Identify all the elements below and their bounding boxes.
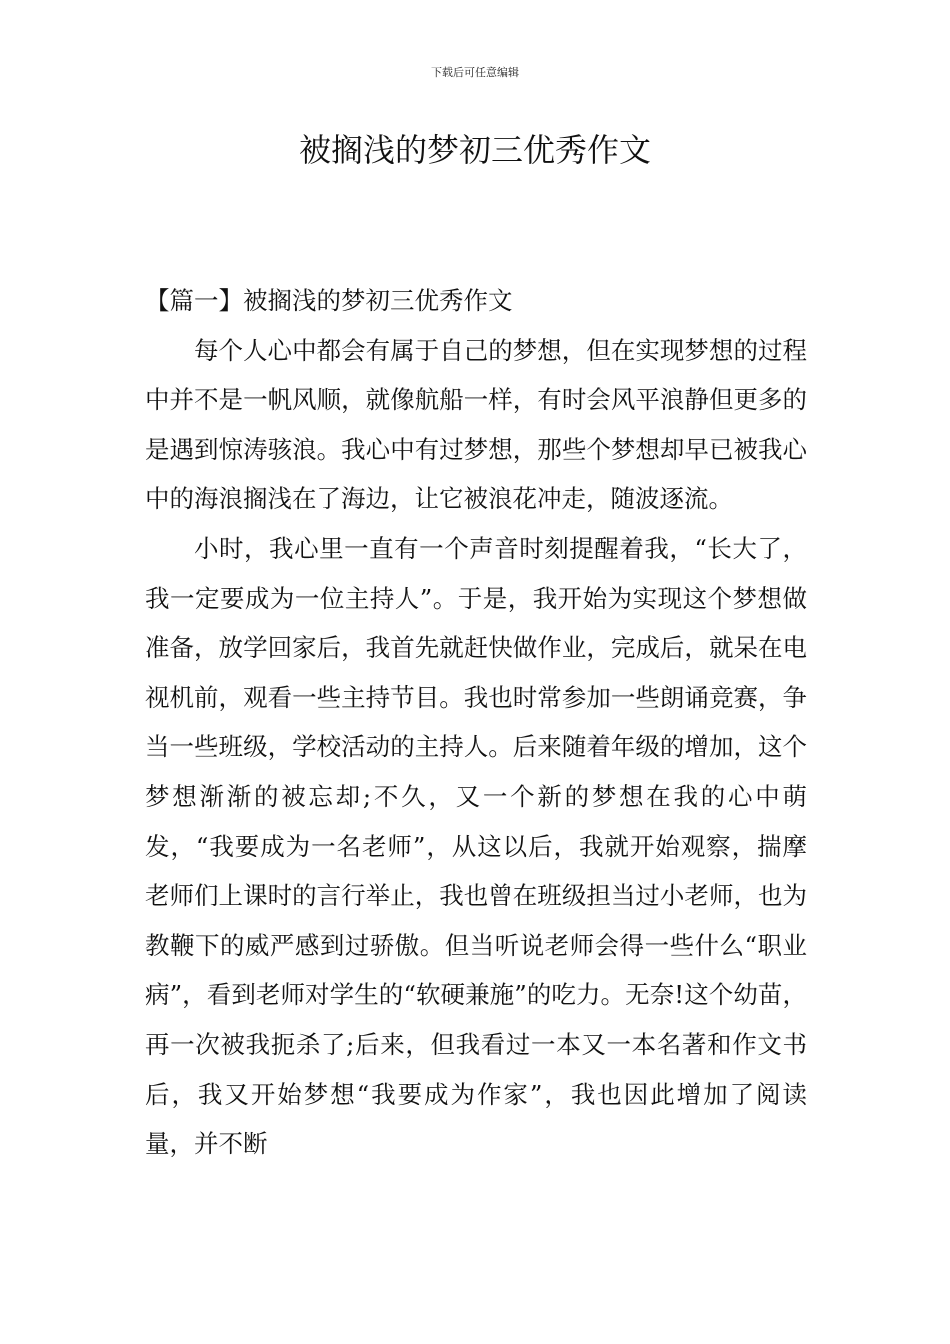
header-note: 下载后可任意编辑: [431, 66, 519, 79]
paragraph-2: 小时，我心里一直有一个声音时刻提醒着我，“长大了，我一定要成为一位主持人”。于是，我开始为实现这个梦想做准备，放学回家后，我首先就赶快做作业，完成后，就呆在电视机前，观看一些主持节目。我也时常参加一些朗诵竞赛，争当一些班级，学校活动的主持人。后来随着年级的增加，这个梦想渐渐的被忘却;不久，又一个新的梦想在我的心中萌发，“我要成为一名老师”，从这以后，我就开始观察，揣摩老师们上课时的言行举止，我也曾在班级担当过小老师，也为教鞭下的威严感到过骄傲。但当听说老师会得一些什么“职业病”，看到老师对学生的“软硬兼施”的吃力。无奈!这个幼苗，再一次被我扼杀了;后来，但我看过一本又一本名著和作文书后，我又开始梦想“我要成为作家”，我也因此增加了阅读量，并不断: [145, 533, 807, 1159]
section-heading: 【篇一】被搁浅的梦初三优秀作文: [145, 286, 513, 315]
document-body: [145, 276, 807, 1169]
document-title: 被搁浅的梦初三优秀作文: [298, 131, 651, 169]
paragraph-1: 每个人心中都会有属于自己的梦想，但在实现梦想的过程中并不是一帆风顺，就像航船一样，有时会风平浪静但更多的是遇到惊涛骇浪。我心中有过梦想，那些个梦想却早已被我心中的海浪搁浅在了海边，让它被浪花冲走，随波逐流。: [145, 335, 807, 514]
